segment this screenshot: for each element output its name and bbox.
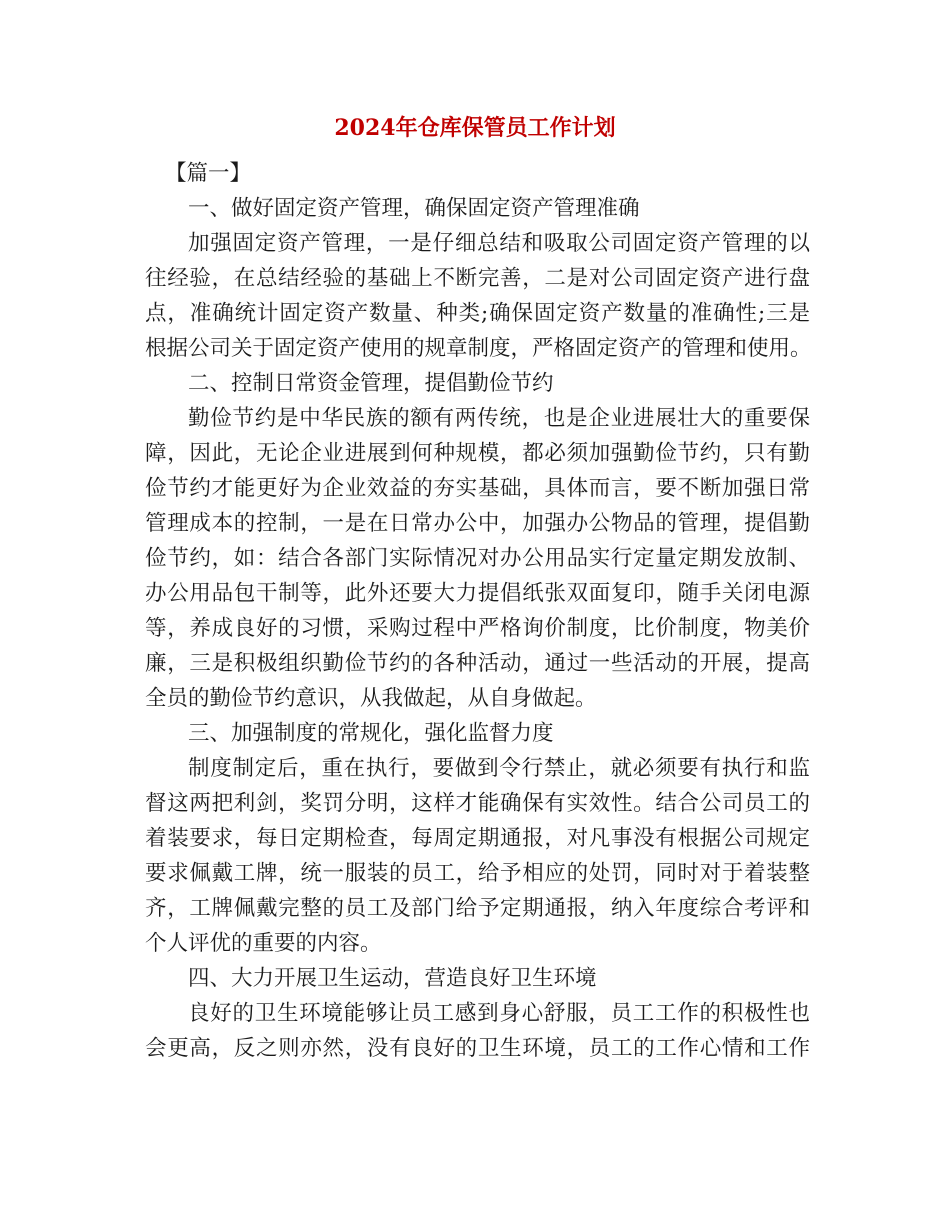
paragraph-line: 等，养成良好的习惯，采购过程中严格询价制度，比价制度，物美价 [145,616,810,641]
paragraph-line: 根据公司关于固定资产使用的规章制度，严格固定资产的管理和使用。 [145,336,812,361]
paragraph-line: 往经验，在总结经验的基础上不断完善，二是对公司固定资产进行盘 [145,266,810,291]
paragraph-line: 个人评优的重要的内容。 [145,931,382,956]
paragraph-line: 障，因此，无论企业进展到何种规模，都必须加强勤俭节约，只有勤 [145,441,810,466]
paragraph-line: 加强固定资产管理，一是仔细总结和吸取公司固定资产管理的以 [188,231,810,256]
section-heading: 四、大力开展卫生运动，营造良好卫生环境 [188,966,597,991]
paragraph-line: 管理成本的控制，一是在日常办公中，加强办公物品的管理，提倡勤 [145,511,810,536]
paragraph-line: 要求佩戴工牌，统一服装的员工，给予相应的处罚，同时对于着装整 [145,861,810,886]
paragraph-line: 督这两把利剑，奖罚分明，这样才能确保有实效性。结合公司员工的 [145,791,810,816]
paragraph-line: 会更高，反之则亦然，没有良好的卫生环境，员工的工作心情和工作 [145,1036,810,1061]
part-label: 【篇一】 [165,161,252,186]
paragraph-line: 点，准确统计固定资产数量、种类;确保固定资产数量的准确性;三是 [145,301,810,326]
section-heading: 二、控制日常资金管理，提倡勤俭节约 [188,371,554,396]
paragraph-line: 廉，三是积极组织勤俭节约的各种活动，通过一些活动的开展，提高 [145,651,810,676]
paragraph-line: 办公用品包干制等，此外还要大力提倡纸张双面复印，随手关闭电源 [145,581,810,606]
paragraph-line: 勤俭节约是中华民族的额有两传统，也是企业进展壮大的重要保 [188,406,810,431]
paragraph-line: 着装要求，每日定期检查，每周定期通报，对凡事没有根据公司规定 [145,826,810,851]
paragraph-line: 俭节约，如：结合各部门实际情况对办公用品实行定量定期发放制、 [145,546,810,571]
paragraph-line: 制度制定后，重在执行，要做到令行禁止，就必须要有执行和监 [188,756,810,781]
paragraph-line: 俭节约才能更好为企业效益的夯实基础，具体而言，要不断加强日常 [145,476,810,501]
section-heading: 一、做好固定资产管理，确保固定资产管理准确 [188,196,640,221]
document-body [145,156,810,1066]
paragraph-line: 全员的勤俭节约意识，从我做起，从自身做起。 [145,686,597,711]
paragraph-line: 良好的卫生环境能够让员工感到身心舒服，员工工作的积极性也 [188,1001,810,1026]
paragraph-line: 齐，工牌佩戴完整的员工及部门给予定期通报，纳入年度综合考评和 [145,896,810,921]
section-heading: 三、加强制度的常规化，强化监督力度 [188,721,554,746]
document-title: 2024年仓库保管员工作计划 [334,115,616,141]
